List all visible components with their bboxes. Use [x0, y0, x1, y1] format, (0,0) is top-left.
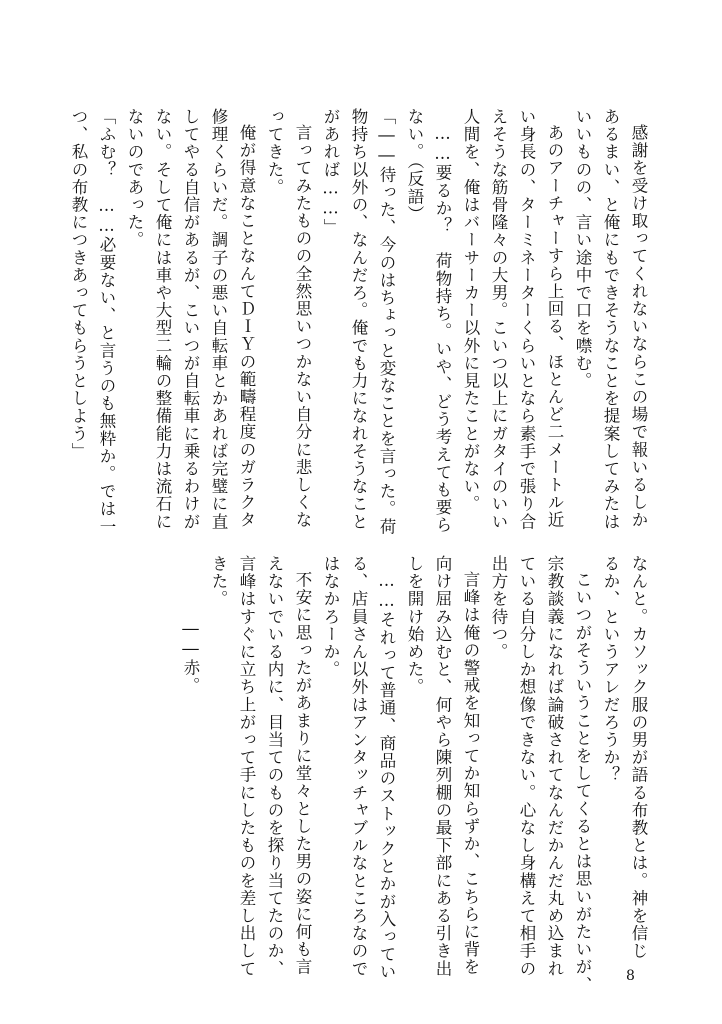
text-column: る、店員さん以外はアンタッチャブルなところなので — [349, 555, 368, 978]
text-column: ――赤。 — [181, 619, 200, 695]
text-column: 「――待った、今のはちょっと変なことを言った。荷 — [377, 108, 396, 536]
text-column: ない。（反語） — [405, 108, 424, 223]
text-column: はなかろーか。 — [321, 555, 340, 679]
text-column: 向け屈み込むと、何やら陳列棚の最下部にある引き出 — [433, 555, 452, 978]
text-column: えないでいる内に、目当てのものを探り当てたのか、 — [265, 555, 284, 978]
text-column: ってきた。 — [265, 108, 284, 196]
text-column: なんと。カソック服の男が語る布教とは。神を信じ — [629, 555, 648, 960]
text-column: 不安に思ったがあまりに堂々とした男の姿に何も言 — [293, 571, 312, 976]
text-column: あるまい、と俺にもできそうなことを提案してみたは — [601, 108, 620, 531]
top-columns — [62, 108, 652, 536]
text-column: 言峰はすぐに立ち上がって手にしたものを差し出して — [237, 555, 256, 978]
text-column: こいつがそういうことをしてくるとは思いがたいが、 — [573, 571, 592, 994]
text-column: あのアーチャーすら上回る、ほとんど二メートル近 — [545, 124, 564, 529]
text-column: 物持ち以外の、なんだろ。俺でも力になれそうなこと — [349, 108, 368, 531]
top-text-block — [62, 108, 652, 536]
text-column: いいものの、言い途中で口を噤む。 — [573, 108, 592, 390]
bottom-text-block — [62, 555, 652, 994]
text-column: ないのであった。 — [125, 108, 144, 249]
text-column: 宗教談義になれば論破されてなんだかんだ丸め込まれ — [545, 555, 564, 978]
text-column: ない。そして俺には車や大型二輪の整備能力は流石に — [153, 108, 172, 531]
text-column: しを開け始めた。 — [405, 555, 424, 696]
text-column: つ、私の布教につきあってもらうとしよう」 — [69, 108, 88, 460]
text-column: 俺が得意なことなんてＤＩＹの範疇程度のガラクタ — [237, 124, 256, 529]
text-column: 修理くらいだ。調子の悪い自転車とかあれば完璧に直 — [209, 108, 228, 531]
page-number: 8 — [626, 968, 635, 984]
text-column: い身長の、ターミネーターくらいとなら素手で張り合 — [517, 108, 536, 531]
text-column: 言ってみたものの全然思いつかない自分に悲しくな — [293, 124, 312, 529]
text-column: るか、というアレだろうか？ — [601, 555, 620, 784]
text-column: ……それって普通、商品のストックとかが入ってい — [377, 571, 396, 981]
text-column: してやる自信があるが、こいつが自転車に乗るわけが — [181, 108, 200, 531]
text-column: えそうな筋骨隆々の大男。こいつ以上にガタイのいい — [489, 108, 508, 531]
text-column: 感謝を受け取ってくれないならこの場で報いるしか — [629, 124, 648, 529]
text-column: 「ふむ？ ……必要ない、と言うのも無粋か。では一 — [97, 108, 116, 536]
text-column: 人間を、俺はバーサーカー以外に見たことがない。 — [461, 108, 480, 513]
text-column: きた。 — [209, 555, 228, 608]
text-column: 言峰は俺の警戒を知ってか知らずか、こちらに背を — [461, 571, 480, 976]
text-column: ている自分しか想像できない。心なし身構えて相手の — [517, 555, 536, 978]
text-column: ……要るか？ 荷物持ち。いや、どう考えても要ら — [433, 124, 452, 534]
bottom-columns — [62, 555, 652, 994]
text-column: があれば……」 — [321, 108, 340, 237]
text-column: 出方を待つ。 — [489, 555, 508, 661]
